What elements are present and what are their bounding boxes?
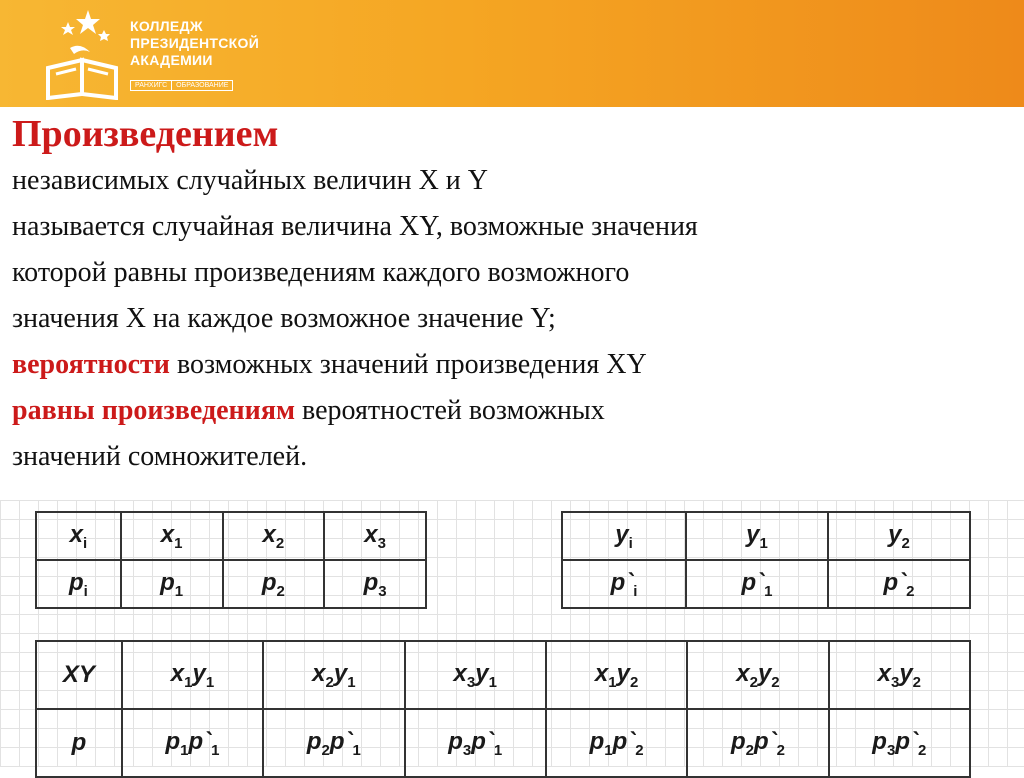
symbol: p`: [895, 727, 918, 755]
symbol: p`: [188, 727, 212, 755]
symbol: x: [877, 659, 891, 687]
symbol-index: 3: [890, 673, 900, 691]
line-text: возможных значений произведения XY: [169, 349, 647, 380]
table-cell: [36, 641, 122, 709]
line-text: вероятностей возможных: [295, 395, 605, 426]
symbol: p: [730, 727, 746, 755]
symbol-index: 1: [493, 741, 503, 759]
symbol-index: 3: [378, 582, 387, 600]
symbol: p`: [610, 568, 634, 596]
symbol: p: [261, 568, 277, 596]
symbol: y: [888, 520, 902, 548]
header-banner: [0, 0, 1024, 107]
symbol: y: [333, 659, 348, 687]
definition-title: Произведением: [12, 113, 279, 155]
symbol-index: 2: [635, 741, 644, 759]
college-name: [130, 18, 259, 69]
definition-line: независимых случайных величин X и Y: [12, 165, 488, 196]
symbol-index: 3: [462, 741, 472, 759]
definition-line: значений сомножителей.: [12, 441, 308, 472]
symbol: y: [192, 659, 206, 687]
symbol: x: [736, 659, 750, 687]
symbol-index: 2: [776, 741, 785, 759]
symbol-index: i: [628, 534, 633, 552]
symbol-index: 2: [901, 534, 910, 552]
symbol-index: 3: [377, 534, 386, 552]
symbol: p: [448, 727, 463, 755]
symbol: p: [589, 727, 605, 755]
college-name-line: КОЛЛЕДЖ: [130, 18, 203, 34]
definition-line: значения X на каждое возможное значение Y;: [12, 303, 556, 334]
table-row: [562, 512, 970, 560]
college-name-line: АКАДЕМИИ: [130, 52, 213, 68]
symbol: y: [746, 520, 760, 548]
symbol: p: [71, 729, 87, 756]
symbol: p: [165, 727, 181, 755]
symbol: x: [69, 520, 83, 548]
symbol-index: 2: [325, 673, 334, 691]
symbol-index: 1: [180, 741, 189, 759]
symbol-index: 1: [608, 673, 617, 691]
symbol-index: 1: [352, 741, 361, 759]
table-cell: [223, 512, 325, 560]
symbol-index: 1: [174, 534, 183, 552]
table-cell: [828, 512, 970, 560]
symbol-index: i: [82, 534, 88, 552]
symbol-index: 2: [629, 673, 639, 691]
symbol-index: 2: [912, 673, 922, 691]
symbol-index: 1: [174, 582, 184, 600]
symbol-index: i: [633, 582, 638, 600]
symbol: x: [312, 659, 326, 687]
symbol-index: i: [83, 582, 88, 600]
table-cell: [562, 512, 686, 560]
table-cell: [828, 560, 970, 608]
symbol-index: 3: [466, 673, 476, 691]
y-distribution-table: [561, 511, 971, 609]
symbol-index: 2: [749, 673, 758, 691]
symbol-index: 2: [745, 741, 754, 759]
symbol-index: 1: [488, 673, 497, 691]
symbol: p`: [741, 568, 765, 596]
symbol: XY: [62, 661, 95, 688]
table-row: [36, 512, 426, 560]
definition-line: которой равны произведениям каждого возможного: [12, 257, 630, 288]
symbol: p: [68, 568, 84, 596]
table-cell: [324, 560, 426, 608]
table-cell: [121, 512, 223, 560]
table-cell: [562, 560, 686, 608]
symbol: x: [170, 659, 185, 687]
table-cell: [324, 512, 426, 560]
definition-text: [12, 110, 1012, 480]
symbol: x: [262, 520, 276, 548]
table-cell: [36, 560, 121, 608]
highlight-text: вероятности: [12, 349, 170, 380]
highlight-text: равны произведениям: [12, 395, 296, 426]
symbol-index: 1: [205, 673, 215, 691]
symbol: p`: [883, 568, 907, 596]
table-cell: [829, 641, 970, 709]
symbol: p: [363, 568, 379, 596]
table-cell: [687, 641, 828, 709]
symbol: p: [872, 727, 887, 755]
symbol: p`: [329, 727, 353, 755]
xy-distribution-table: [35, 640, 971, 778]
symbol-index: 2: [906, 582, 915, 600]
college-subtitle: [130, 80, 233, 91]
symbol: y: [757, 659, 772, 687]
table-cell: [686, 512, 828, 560]
subtitle-left: РАНХИГС: [135, 82, 168, 89]
symbol: p: [160, 568, 175, 596]
college-name-line: ПРЕЗИДЕНТСКОЙ: [130, 35, 260, 51]
symbol: x: [364, 520, 378, 548]
table-cell: [121, 560, 223, 608]
symbol-index: 1: [184, 673, 193, 691]
table-row: [562, 560, 970, 608]
symbol-index: 2: [321, 741, 330, 759]
symbol: x: [594, 659, 609, 687]
symbol: y: [616, 659, 630, 687]
symbol: x: [160, 520, 175, 548]
symbol-index: 3: [886, 741, 896, 759]
symbol: p`: [471, 727, 494, 755]
symbol: p: [306, 727, 322, 755]
symbol-index: 1: [604, 741, 613, 759]
symbol: p`: [612, 727, 636, 755]
symbol: x: [453, 659, 467, 687]
table-row: [36, 641, 970, 709]
definition-line: [12, 342, 1012, 388]
table-cell: [223, 560, 325, 608]
table-cell: [405, 641, 546, 709]
subtitle-right: ОБРАЗОВАНИЕ: [171, 81, 232, 90]
definition-line: называется случайная величина XY, возможные значения: [12, 211, 698, 242]
symbol: y: [475, 659, 489, 687]
symbol-index: 2: [276, 582, 285, 600]
table-cell: [263, 641, 404, 709]
symbol-index: 1: [347, 673, 356, 691]
symbol-index: 1: [211, 741, 220, 759]
symbol-index: 1: [764, 582, 773, 600]
table-cell: [686, 560, 828, 608]
table-cell: [546, 641, 687, 709]
symbol-index: 2: [917, 741, 927, 759]
table-cell: [122, 641, 263, 709]
symbol: y: [615, 520, 629, 548]
table-cell: [36, 512, 121, 560]
definition-line: [12, 388, 1012, 434]
x-distribution-table: [35, 511, 427, 609]
table-row: [36, 560, 426, 608]
symbol-index: 2: [771, 673, 780, 691]
symbol: p`: [753, 727, 777, 755]
symbol: y: [899, 659, 913, 687]
college-logo-icon: [40, 8, 125, 100]
symbol-index: 2: [275, 534, 285, 552]
symbol-index: 1: [759, 534, 768, 552]
